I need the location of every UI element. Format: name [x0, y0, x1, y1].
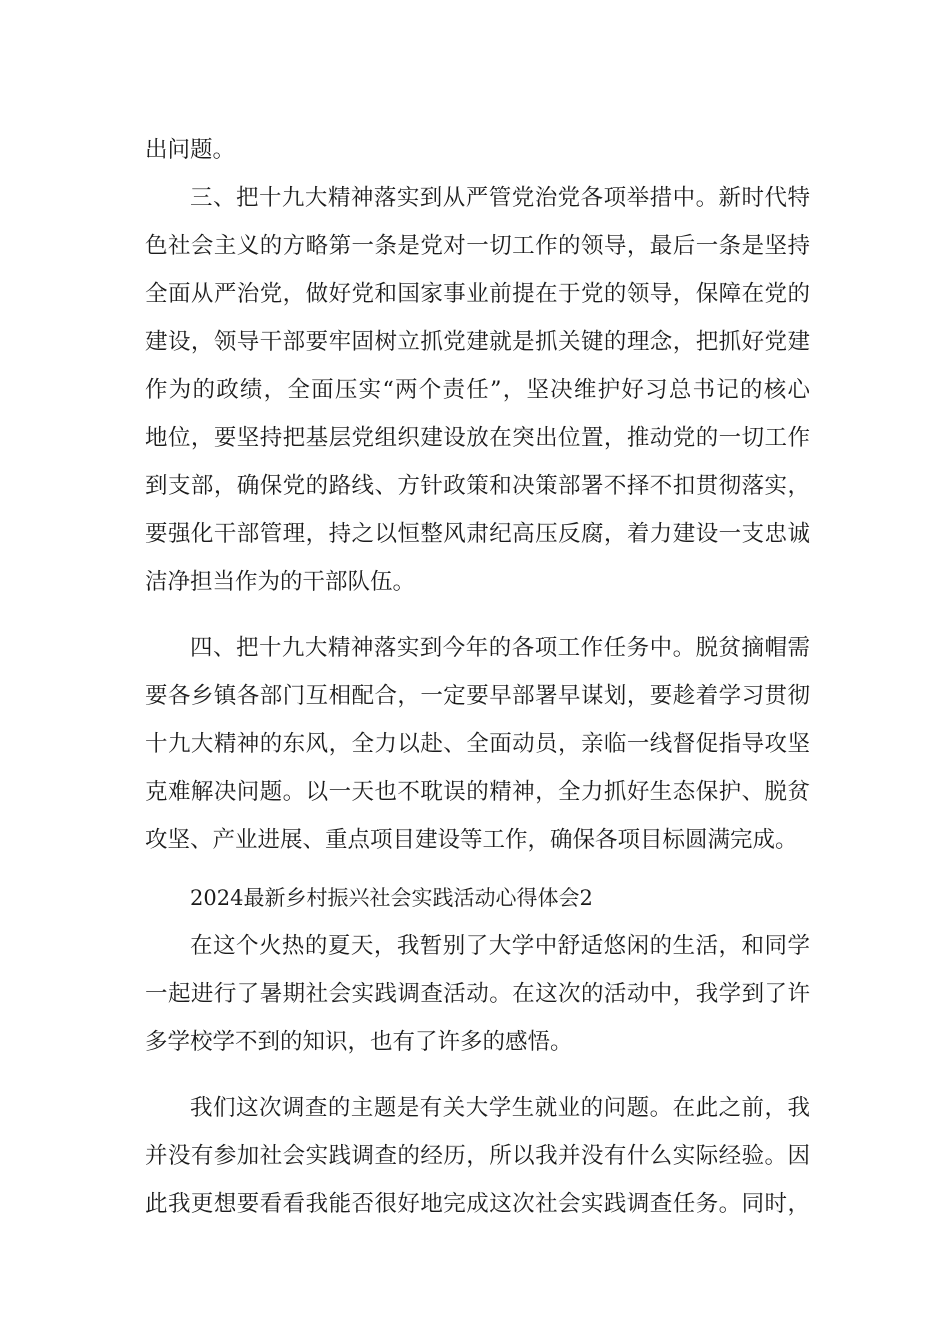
- text-line: 克难解决问题。以一天也不耽误的精神，全力抓好生态保护、脱贫: [145, 779, 810, 805]
- text-line: 建设，领导干部要牢固树立抓党建就是抓关键的理念，把抓好党建: [145, 329, 810, 355]
- text-line: 多学校学不到的知识，也有了许多的感悟。: [145, 1029, 573, 1055]
- text-line: 要强化干部管理，持之以恒整风肃纪高压反腐，着力建设一支忠诚: [145, 521, 810, 547]
- text-line: 并没有参加社会实践调查的经历，所以我并没有什么实际经验。因: [145, 1143, 810, 1169]
- section-heading: 2024最新乡村振兴社会实践活动心得体会2: [190, 886, 593, 910]
- text-line: 色社会主义的方略第一条是党对一切工作的领导，最后一条是坚持: [145, 233, 810, 259]
- text-line: 洁净担当作为的干部队伍。: [145, 569, 416, 595]
- text-line: 地位，要坚持把基层党组织建设放在突出位置，推动党的一切工作: [145, 425, 810, 451]
- text-line: 一起进行了暑期社会实践调查活动。在这次的活动中，我学到了许: [145, 981, 810, 1007]
- text-line: 要各乡镇各部门互相配合，一定要早部署早谋划，要趁着学习贯彻: [145, 683, 810, 709]
- text-line: 四、把十九大精神落实到今年的各项工作任务中。脱贫摘帽需: [190, 635, 810, 661]
- text-line: 十九大精神的东风，全力以赴、全面动员，亲临一线督促指导攻坚: [145, 731, 810, 757]
- text-line: 三、把十九大精神落实到从严管党治党各项举措中。新时代特: [190, 185, 810, 211]
- text-line: 到支部，确保党的路线、方针政策和决策部署不择不扣贯彻落实，: [145, 473, 810, 499]
- text-line: 此我更想要看看我能否很好地完成这次社会实践调查任务。同时，: [145, 1191, 810, 1217]
- text-line: 我们这次调查的主题是有关大学生就业的问题。在此之前，我: [190, 1095, 810, 1121]
- text-line: 作为的政绩，全面压实“两个责任”，坚决维护好习总书记的核心: [145, 377, 810, 403]
- text-line: 在这个火热的夏天，我暂别了大学中舒适悠闲的生活，和同学: [190, 933, 810, 959]
- text-line: 出问题。: [145, 137, 236, 163]
- text-line: 攻坚、产业进展、重点项目建设等工作，确保各项目标圆满完成。: [145, 827, 798, 853]
- text-line: 全面从严治党，做好党和国家事业前提在于党的领导，保障在党的: [145, 281, 810, 307]
